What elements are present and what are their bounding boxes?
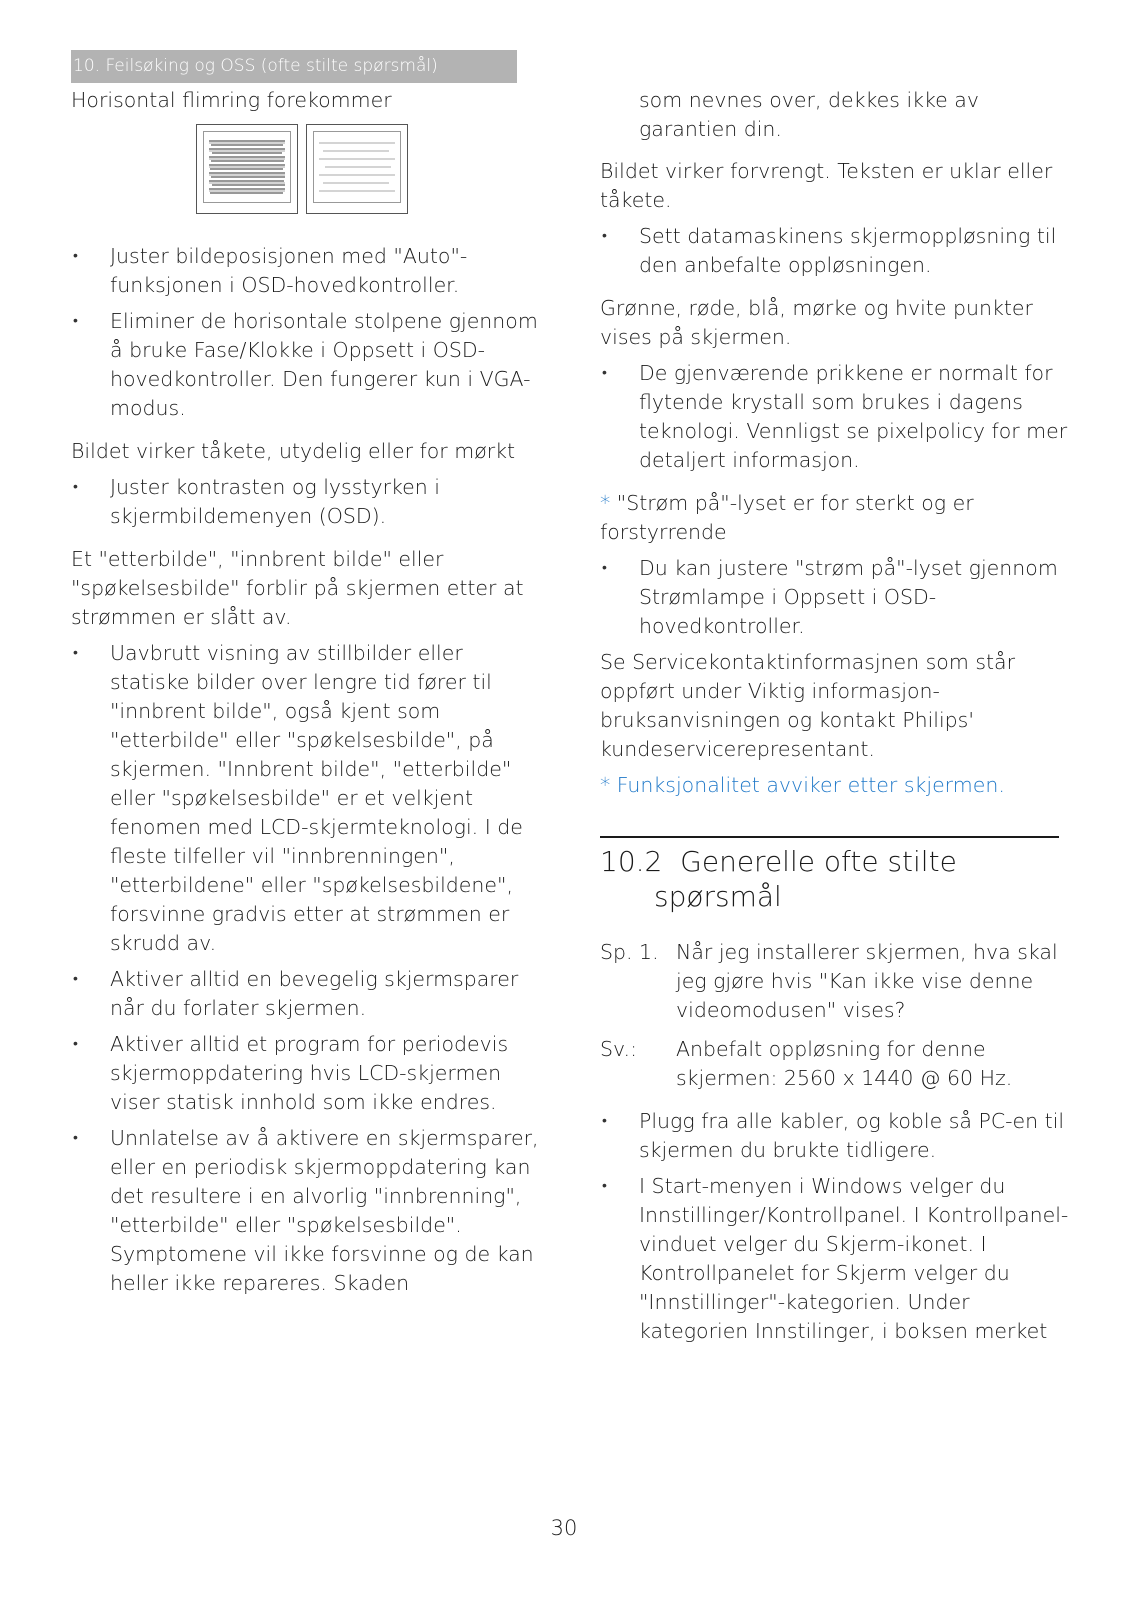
list-item: • De gjenværende prikkene er normalt for flytende krystall som brukes i dagens teknologi. Vennligst se pixelpolicy for mer detaljert informasjon. xyxy=(602,361,1068,472)
right-column xyxy=(600,86,1070,1353)
list-item: • Plugg fra alle kabler, og koble så PC-en til skjermen du brukte tidligere. xyxy=(602,1109,1065,1162)
heading-power-light: * "Strøm på"-lyset er for sterkt og er forstyrrende xyxy=(600,491,974,544)
section-divider xyxy=(600,836,1059,838)
list-item: • Eliminer de horisontale stolpene gjennom å bruke Fase/Klokke i Oppsett i OSD-hovedkontroller. Den fungerer kun i VGA-modus. xyxy=(73,309,538,420)
answer-1: Sv.: Anbefalt oppløsning for denne skjermen: 2560 x 1440 @ 60 Hz. xyxy=(600,1035,1070,1093)
bullet-icon: • xyxy=(73,479,78,495)
list-item: • Juster bildeposisjonen med "Auto"-funksjonen i OSD-hovedkontroller. xyxy=(73,244,468,297)
list-item: • Unnlatelse av å aktivere en skjermsparer, eller en periodisk skjermoppdatering kan det resultere i en alvorlig "innbrenning", "etterbilde" eller "spøkelsesbilde". Symptomene vil ikke forsvinne og de kan heller ikke repareres. Skaden xyxy=(73,1126,539,1295)
heading-distorted-image: Bildet virker forvrengt. Teksten er uklar eller tåkete. xyxy=(600,159,1053,212)
list-item: • I Start-menyen i Windows velger du Innstillinger/Kontrollpanel. I Kontrollpanel-vinduet velger du Skjerm-ikonet. I Kontrollpanelet for Skjerm velger du "Innstillinger"-kategorien. Under kategorien Innstilinger, i boksen merket xyxy=(602,1174,1069,1343)
bullet-icon: • xyxy=(602,1113,607,1129)
section-header: 10. Feilsøking og OSS (ofte stilte spørsmål) xyxy=(71,50,517,83)
answer-label: Sv.: xyxy=(600,1037,637,1061)
bullet-icon: • xyxy=(73,1036,78,1052)
continued-text: som nevnes over, dekkes ikke av garantien din. xyxy=(639,88,979,141)
bullet-icon: • xyxy=(73,971,78,987)
asterisk-marker: * xyxy=(600,491,611,515)
bullet-icon: • xyxy=(73,248,78,264)
question-1: Sp. 1. Når jeg installerer skjermen, hva skal jeg gjøre hvis "Kan ikke vise denne videomodusen" vises? xyxy=(600,938,1070,1025)
bullet-icon: • xyxy=(73,1130,78,1146)
functionality-note: * Funksjonalitet avviker etter skjermen. xyxy=(600,773,1005,797)
bullet-icon: • xyxy=(602,228,607,244)
section-title: 10.2 Generelle ofte stilte spørsmål xyxy=(600,845,957,913)
flicker-illustration xyxy=(196,124,541,214)
flicker-screen-after xyxy=(306,124,408,214)
flicker-screen-before xyxy=(196,124,298,214)
bullet-icon: • xyxy=(73,645,78,661)
bullet-icon: • xyxy=(602,1178,607,1194)
left-column xyxy=(71,86,541,1305)
section-number: 10.2 xyxy=(600,845,663,878)
list-item: • Uavbrutt visning av stillbilder eller statiske bilder over lengre tid fører til "innbrent bilde", også kjent som "etterbilde" eller "spøkelsesbilde", på skjermen. "Innbrent bilde", "etterbilde" eller "spøkelsesbilde" er et velkjent fenomen med LCD-skjermteknologi. I de fleste tilfeller vil "innbrenningen", "etterbildene" eller "spøkelsesbildene", forsvinne gradvis etter at strømmen er skrudd av. xyxy=(73,641,523,955)
list-item: • Aktiver alltid en bevegelig skjermsparer når du forlater skjermen. xyxy=(73,967,519,1020)
bullet-icon: • xyxy=(602,365,607,381)
service-contact-text: Se Servicekontaktinformasjnen som står oppført under Viktig informasjon-bruksanvisningen og kontakt Philips' kundeservicerepresentant. xyxy=(600,650,1016,761)
list-item: • Juster kontrasten og lysstyrken i skjermbildemenyen (OSD). xyxy=(73,475,440,528)
bullet-icon: • xyxy=(602,560,607,576)
list-item: • Sett datamaskinens skjermoppløsning til den anbefalte oppløsningen. xyxy=(602,224,1057,277)
list-item: • Aktiver alltid et program for periodevis skjermoppdatering hvis LCD-skjermen viser statisk innhold som ikke endres. xyxy=(73,1032,509,1114)
list-item: • Du kan justere "strøm på"-lyset gjennom Strømlampe i Oppsett i OSD-hovedkontroller. xyxy=(602,556,1058,638)
heading-horizontal-flicker: Horisontal flimring forekommer xyxy=(71,88,392,112)
bullet-icon: • xyxy=(73,313,78,329)
heading-image-retention: Et "etterbilde", "innbrent bilde" eller "spøkelsesbilde" forblir på skjermen etter at strømmen er slått av. xyxy=(71,547,524,629)
question-label: Sp. 1. xyxy=(600,940,659,964)
heading-dead-pixels: Grønne, røde, blå, mørke og hvite punkter vises på skjermen. xyxy=(600,296,1033,349)
heading-blurry-image: Bildet virker tåkete, utydelig eller for mørkt xyxy=(71,439,516,463)
page-number: 30 xyxy=(550,1516,578,1540)
